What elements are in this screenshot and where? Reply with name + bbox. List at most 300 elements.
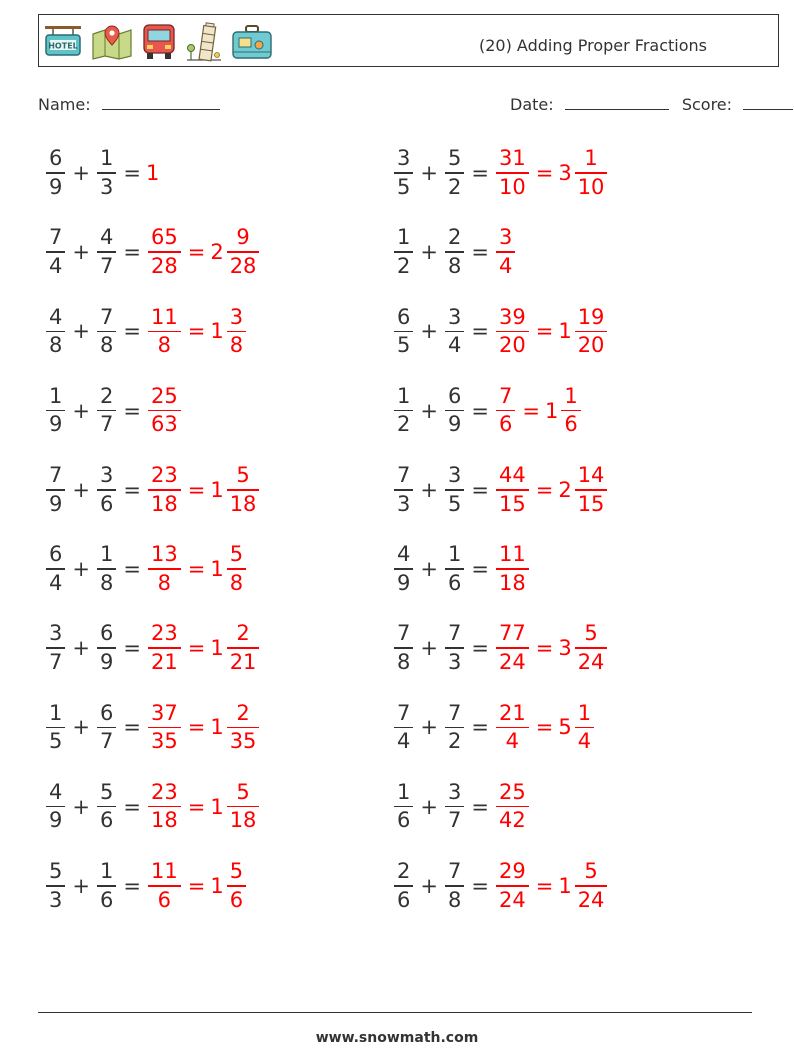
answer-mixed-whole: 1 (558, 873, 572, 898)
numerator: 25 (498, 779, 526, 804)
plus-sign: + (72, 240, 90, 265)
denominator: 10 (498, 174, 526, 199)
denominator: 8 (229, 333, 244, 358)
denominator: 28 (150, 253, 178, 278)
denominator: 10 (577, 174, 605, 199)
numerator: 1 (49, 700, 63, 725)
numerator: 7 (99, 304, 114, 329)
answer-improper (496, 623, 529, 673)
denominator: 3 (447, 649, 462, 674)
denominator: 63 (150, 412, 178, 437)
problem-item (44, 536, 248, 602)
answer-mixed-fraction (227, 304, 246, 358)
numerator: 4 (49, 304, 63, 329)
numerator: 4 (49, 779, 63, 804)
numerator: 7 (49, 225, 63, 250)
plus-sign: + (420, 398, 438, 423)
numerator: 5 (229, 542, 244, 567)
answer-equals-sign: = (535, 715, 554, 740)
answer-mixed-whole: 2 (558, 477, 572, 502)
problem-item (392, 536, 531, 602)
denominator: 8 (447, 253, 462, 278)
answer-equals-sign: = (187, 477, 206, 502)
numerator: 7 (49, 463, 63, 488)
denominator: 4 (49, 253, 63, 278)
numerator: 3 (447, 304, 462, 329)
answer-mixed-whole: 3 (558, 636, 572, 661)
answer-equals-sign: = (187, 319, 206, 344)
addend-1 (46, 779, 65, 833)
denominator: 7 (99, 729, 114, 754)
numerator: 3 (99, 463, 114, 488)
denominator: 6 (447, 570, 462, 595)
answer-equals-sign: = (535, 477, 554, 502)
addend-2 (445, 544, 464, 594)
answer (494, 623, 609, 673)
numerator: 65 (150, 225, 178, 250)
answer-equals-sign: = (535, 161, 554, 185)
numerator: 3 (49, 621, 63, 646)
denominator: 2 (397, 253, 411, 278)
answer-equals-sign: = (535, 319, 554, 344)
numerator: 3 (229, 304, 244, 329)
answer-mixed-whole: 1 (210, 794, 224, 819)
denominator: 8 (397, 649, 411, 674)
denominator: 3 (99, 174, 114, 199)
answer (146, 861, 248, 911)
denominator: 18 (150, 491, 178, 516)
problem-item (392, 774, 531, 840)
problem-item (392, 615, 609, 681)
numerator: 2 (236, 700, 250, 725)
plus-sign: + (72, 477, 90, 502)
answer-mixed-fraction (575, 465, 608, 515)
equals-sign: = (471, 794, 489, 819)
numerator: 5 (236, 779, 250, 804)
addend-1 (46, 148, 65, 198)
numerator: 4 (397, 542, 411, 567)
numerator: 5 (99, 779, 114, 804)
answer-mixed-whole: 2 (210, 240, 224, 265)
addend-2 (445, 779, 464, 833)
numerator: 1 (397, 383, 411, 408)
answer (146, 779, 261, 833)
score-label: Score: (681, 95, 733, 114)
plus-sign: + (420, 557, 438, 581)
numerator: 25 (150, 383, 178, 408)
worksheet-title: (20) Adding Proper Fractions (479, 36, 707, 55)
denominator: 2 (447, 174, 462, 199)
answer (494, 227, 517, 277)
problem-item (392, 140, 609, 206)
answer-mixed-fraction (227, 861, 246, 911)
equals-sign: = (123, 794, 141, 819)
numerator: 4 (99, 225, 114, 250)
equals-sign: = (123, 715, 141, 740)
numerator: 6 (49, 146, 63, 171)
numerator: 3 (447, 463, 462, 488)
numerator: 2 (397, 859, 411, 884)
equals-sign: = (123, 636, 141, 661)
addend-1 (46, 700, 65, 754)
date-score-fields (510, 93, 793, 114)
denominator: 24 (498, 887, 526, 912)
addend-1 (394, 623, 413, 673)
numerator: 1 (577, 700, 592, 725)
equals-sign: = (123, 161, 141, 185)
numerator: 37 (150, 700, 178, 725)
numerator: 21 (498, 700, 526, 725)
problem-item (44, 219, 261, 285)
answer-improper (496, 465, 529, 515)
answer-improper (496, 304, 529, 358)
denominator: 4 (49, 570, 63, 595)
answer-mixed-fraction (227, 227, 260, 277)
answer-mixed-whole: 1 (544, 398, 559, 423)
answer (494, 383, 583, 437)
denominator: 4 (498, 253, 513, 278)
addend-2 (97, 861, 116, 911)
denominator: 5 (397, 174, 411, 199)
problem-item (392, 457, 609, 523)
addend-2 (445, 623, 464, 673)
answer-improper (148, 779, 181, 833)
numerator: 44 (498, 463, 526, 488)
problem-item (44, 140, 159, 206)
name-label: Name: (38, 95, 91, 114)
answer-mixed-whole: 5 (558, 715, 572, 740)
answer-mixed-fraction (575, 861, 608, 911)
answer (494, 465, 609, 515)
answer-equals-sign: = (187, 557, 206, 581)
plus-sign: + (72, 794, 90, 819)
answer-mixed-fraction (575, 623, 608, 673)
denominator: 9 (49, 174, 63, 199)
numerator: 1 (49, 383, 63, 408)
addend-2 (97, 544, 116, 594)
numerator: 6 (99, 621, 114, 646)
numerator: 5 (49, 859, 63, 884)
equals-sign: = (123, 398, 141, 423)
answer-mixed-whole: 1 (210, 319, 224, 344)
denominator: 8 (49, 333, 63, 358)
addend-2 (97, 465, 116, 515)
header-box (38, 14, 779, 67)
addend-1 (46, 465, 65, 515)
answer (494, 304, 609, 358)
answer-mixed-fraction (227, 623, 260, 673)
answer-improper (496, 227, 515, 277)
suitcase-icon (231, 24, 273, 60)
answer (146, 304, 248, 358)
answer-improper (496, 383, 515, 437)
answer-mixed-fraction (227, 465, 260, 515)
answer (146, 161, 159, 185)
answer (146, 623, 261, 673)
denominator: 7 (99, 412, 114, 437)
answer-improper (496, 700, 529, 754)
addend-1 (46, 227, 65, 277)
answer-improper (496, 148, 529, 198)
numerator: 1 (397, 225, 411, 250)
numerator: 3 (498, 225, 513, 250)
addend-1 (394, 861, 413, 911)
answer-improper (496, 544, 529, 594)
equals-sign: = (471, 636, 489, 661)
answer-mixed-fraction (227, 700, 260, 754)
answer-equals-sign: = (522, 398, 540, 423)
addend-1 (394, 383, 413, 437)
plus-sign: + (72, 398, 90, 423)
answer-mixed-fraction (575, 700, 594, 754)
denominator: 20 (577, 333, 605, 358)
denominator: 6 (397, 808, 411, 833)
numerator: 7 (397, 700, 411, 725)
answer (494, 779, 531, 833)
addend-2 (445, 465, 464, 515)
plus-sign: + (72, 715, 90, 740)
equals-sign: = (471, 240, 489, 265)
plus-sign: + (420, 477, 438, 502)
problem-item (44, 615, 261, 681)
addend-2 (97, 779, 116, 833)
denominator: 18 (229, 491, 257, 516)
numerator: 7 (397, 463, 411, 488)
numerator: 77 (498, 621, 526, 646)
numerator: 1 (99, 859, 114, 884)
equals-sign: = (123, 557, 141, 581)
addend-2 (97, 227, 116, 277)
numerator: 7 (498, 383, 513, 408)
answer (146, 465, 261, 515)
denominator: 5 (49, 729, 63, 754)
map-pin-icon (91, 24, 133, 60)
numerator: 1 (99, 146, 114, 171)
denominator: 2 (447, 729, 462, 754)
denominator: 15 (577, 491, 605, 516)
denominator: 21 (150, 649, 178, 674)
addend-1 (394, 544, 413, 594)
addend-1 (394, 304, 413, 358)
numerator: 14 (577, 463, 605, 488)
denominator: 8 (99, 333, 114, 358)
answer-equals-sign: = (187, 636, 206, 661)
answer (146, 700, 261, 754)
problem-item (44, 378, 183, 444)
addend-2 (97, 623, 116, 673)
denominator: 6 (99, 491, 114, 516)
plus-sign: + (420, 161, 438, 185)
numerator: 19 (577, 304, 605, 329)
numerator: 6 (397, 304, 411, 329)
denominator: 42 (498, 808, 526, 833)
numerator: 11 (150, 304, 178, 329)
plus-sign: + (72, 873, 90, 898)
addend-1 (394, 465, 413, 515)
problem-item (44, 694, 261, 760)
bus-icon (141, 23, 177, 61)
answer-improper (148, 304, 181, 358)
answer-mixed-fraction (227, 544, 246, 594)
denominator: 6 (498, 412, 513, 437)
numerator: 11 (498, 542, 526, 567)
denominator: 6 (99, 887, 114, 912)
addend-2 (97, 304, 116, 358)
addend-2 (97, 148, 116, 198)
plus-sign: + (420, 319, 438, 344)
addend-2 (445, 700, 464, 754)
equals-sign: = (471, 477, 489, 502)
date-blank[interactable] (565, 93, 669, 110)
answer-equals-sign: = (187, 240, 206, 265)
answer-mixed-whole: 3 (558, 161, 572, 185)
numerator: 23 (150, 779, 178, 804)
denominator: 9 (99, 649, 114, 674)
numerator: 23 (150, 621, 178, 646)
numerator: 7 (397, 621, 411, 646)
answer-mixed-whole: 1 (210, 636, 224, 661)
answer (146, 383, 183, 437)
answer-equals-sign: = (535, 873, 554, 898)
name-blank[interactable] (102, 93, 220, 110)
svg-text:HOTEL: HOTEL (48, 41, 78, 51)
plus-sign: + (420, 636, 438, 661)
plus-sign: + (420, 873, 438, 898)
numerator: 13 (150, 542, 178, 567)
addend-1 (394, 227, 413, 277)
denominator: 6 (397, 887, 411, 912)
problem-item (392, 694, 596, 760)
denominator: 6 (564, 412, 578, 437)
addend-2 (97, 700, 116, 754)
answer-mixed-whole: 1 (210, 715, 224, 740)
date-label: Date: (510, 95, 554, 114)
answer-equals-sign: = (535, 636, 554, 661)
numerator: 1 (99, 542, 114, 567)
numerator: 5 (447, 146, 462, 171)
denominator: 8 (157, 333, 172, 358)
problem-item (392, 298, 609, 364)
equals-sign: = (471, 873, 489, 898)
denominator: 9 (49, 491, 63, 516)
answer-improper (148, 623, 181, 673)
equals-sign: = (123, 240, 141, 265)
equals-sign: = (471, 161, 489, 185)
denominator: 15 (498, 491, 526, 516)
answer-mixed-fraction (575, 304, 608, 358)
denominator: 4 (577, 729, 592, 754)
denominator: 7 (49, 649, 63, 674)
plus-sign: + (72, 161, 90, 185)
equals-sign: = (123, 319, 141, 344)
answer-mixed-whole: 1 (210, 873, 224, 898)
numerator: 11 (150, 859, 178, 884)
numerator: 2 (447, 225, 462, 250)
answer (494, 148, 609, 198)
denominator: 24 (577, 649, 605, 674)
numerator: 5 (229, 859, 244, 884)
numerator: 1 (564, 383, 578, 408)
addend-1 (394, 779, 413, 833)
answer-improper (148, 383, 181, 437)
numerator: 5 (584, 621, 598, 646)
denominator: 3 (49, 887, 63, 912)
denominator: 21 (229, 649, 257, 674)
numerator: 23 (150, 463, 178, 488)
denominator: 24 (498, 649, 526, 674)
numerator: 1 (447, 542, 462, 567)
addend-1 (46, 304, 65, 358)
answer-improper (148, 227, 181, 277)
denominator: 6 (99, 808, 114, 833)
answer-mixed-fraction (561, 383, 580, 437)
denominator: 8 (157, 570, 172, 595)
answer-improper (148, 700, 181, 754)
answer (146, 227, 261, 277)
denominator: 6 (229, 887, 244, 912)
denominator: 8 (229, 570, 244, 595)
numerator: 6 (447, 383, 462, 408)
answer (494, 544, 531, 594)
answer-equals-sign: = (187, 873, 206, 898)
answer-improper (148, 465, 181, 515)
addend-2 (97, 383, 116, 437)
answer-improper (148, 544, 181, 594)
denominator: 9 (49, 412, 63, 437)
addend-2 (445, 304, 464, 358)
addend-2 (445, 148, 464, 198)
equals-sign: = (471, 319, 489, 344)
numerator: 3 (447, 779, 462, 804)
equals-sign: = (123, 873, 141, 898)
numerator: 1 (584, 146, 598, 171)
denominator: 4 (447, 333, 462, 358)
denominator: 18 (229, 808, 257, 833)
score-blank[interactable] (743, 93, 793, 110)
hotel-sign-icon (43, 25, 83, 59)
plus-sign: + (420, 794, 438, 819)
addend-2 (445, 227, 464, 277)
numerator: 7 (447, 859, 462, 884)
denominator: 8 (99, 570, 114, 595)
problem-item (392, 378, 583, 444)
denominator: 35 (150, 729, 178, 754)
answer (494, 700, 596, 754)
answer-mixed-fraction (575, 148, 608, 198)
answer (494, 861, 609, 911)
numerator: 1 (397, 779, 411, 804)
addend-2 (445, 861, 464, 911)
numerator: 9 (236, 225, 250, 250)
problem-item (392, 219, 517, 285)
plus-sign: + (420, 240, 438, 265)
plus-sign: + (420, 715, 438, 740)
answer-mixed-whole: 1 (210, 557, 224, 581)
answer-whole: 1 (145, 161, 160, 185)
addend-1 (46, 623, 65, 673)
answer-improper (148, 861, 181, 911)
numerator: 5 (236, 463, 250, 488)
addend-1 (394, 148, 413, 198)
numerator: 31 (498, 146, 526, 171)
numerator: 2 (236, 621, 250, 646)
denominator: 18 (498, 570, 526, 595)
answer-improper (496, 779, 529, 833)
numerator: 29 (498, 859, 526, 884)
denominator: 4 (397, 729, 411, 754)
answer-mixed-whole: 1 (558, 319, 572, 344)
answer (146, 544, 248, 594)
